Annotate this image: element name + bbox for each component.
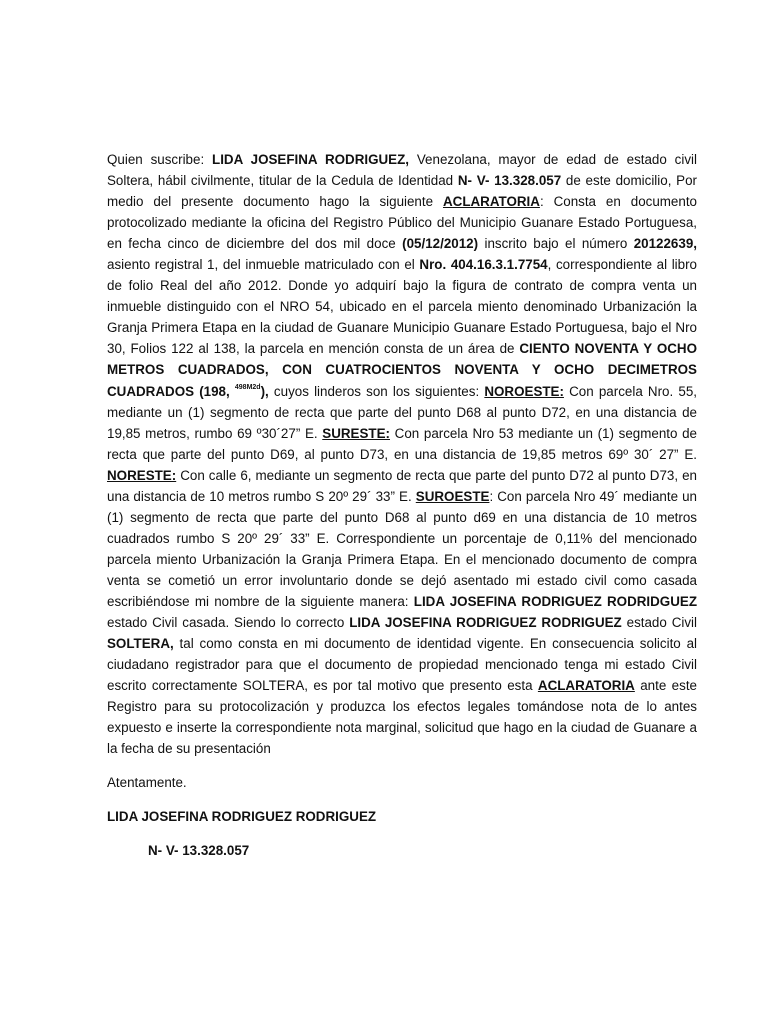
boundary-suroeste: SUROESTE [415, 488, 490, 504]
aclaratoria-heading: ACLARATORIA [442, 194, 540, 210]
property-number: Nro. 404.16.3.1.7754 [419, 257, 548, 273]
body-text: : Con parcela Nro 49´ mediante un (1) segmento de recta que parte del punto D68 al punto d69 en una distancia de 10 metros cuadrados rumbo S 20º 29´ 33” E. Correspondiente un porcentaje de 0,11% del mencionado parcela miento Urbanización la Granja Primera Etapa. En el mencionado documento de compra venta se cometió un error involuntario donde se dejó asentado mi estado civil como casada escribiéndose mi nombre de la siguiente manera: [107, 488, 698, 609]
body-text: Con calle 6, mediante un segmento de recta que parte del punto D72 al punto D73, en una distancia de 10 metros rumbo S 20º 29´ 33” E. [107, 467, 697, 504]
body-text: inscrito bajo el número [478, 236, 634, 252]
area-superscript: 498M2d [234, 383, 261, 391]
body-paragraph [107, 149, 697, 759]
body-text: , correspondiente al libro de folio Real del año 2012. Donde yo adquirí bajo la figura de contrato de compra venta un inmueble distinguido con el NRO 54, ubicado en el parcela miento denominado Urbanización la Granja Primera Etapa en la ciudad de Guanare Municipio Guanare Estado Portuguesa, bajo el Nro 30, Folios 122 al 138, la parcela en mención consta de un área de [107, 257, 697, 357]
body-text: : Consta en documento protocolizado mediante la oficina del Registro Público del Municipio Guanare Estado Portuguesa, en fecha cinco de diciembre del dos mil doce [107, 194, 697, 252]
body-text: estado Civil casada. Siendo lo correcto [107, 615, 350, 631]
boundary-noreste: NORESTE: [107, 467, 177, 483]
body-text: estado Civil [621, 615, 697, 631]
correct-name: LIDA JOSEFINA RODRIGUEZ RODRIGUEZ [349, 615, 622, 631]
aclaratoria-heading: ACLARATORIA [537, 678, 635, 694]
incorrect-name: LIDA JOSEFINA RODRIGUEZ RODRIDGUEZ [413, 593, 698, 609]
body-text: cuyos linderos son los siguientes: [268, 383, 485, 399]
identity-number: N- V- 13.328.057 [457, 173, 562, 189]
body-text: Con parcela Nro. 55, mediante un (1) segmento de recta que parte del punto D68 al punto D72, en una distancia de 19,85 metros, rumbo 69 º30´27” E. [107, 383, 697, 441]
document-page [107, 149, 697, 862]
registration-number: 20122639, [633, 236, 697, 252]
body-text: de este domicilio, Por medio del presente documento hago la siguiente [107, 173, 697, 210]
area-text: CIENTO NOVENTA Y OCHO METROS CUADRADOS, CON CUATROCIENTOS NOVENTA Y OCHO DECIMETROS CUADRADOS (198, [107, 341, 697, 399]
marital-status: SOLTERA, [107, 636, 174, 652]
boundary-sureste: SURESTE: [322, 425, 390, 441]
signature-id: N- V- 13.328.057 [148, 843, 250, 859]
body-text: ante este Registro para su protocolización y produzca los efectos legales tomándose nota de lo antes expuesto e inserte la correspondiente nota marginal, solicitud que hago en la ciudad de Guanare a la fecha de su presentación [107, 678, 697, 757]
closing-text: Atentamente. [107, 775, 187, 791]
body-text: asiento registral 1, del inmueble matriculado con el [107, 257, 420, 273]
body-text: Venezolana, mayor de edad de estado civil Soltera, hábil civilmente, titular de la Cedula de Identidad [107, 152, 697, 189]
area-text-end: ), [260, 383, 269, 399]
signature-name: LIDA JOSEFINA RODRIGUEZ RODRIGUEZ [107, 809, 377, 825]
applicant-name: LIDA JOSEFINA RODRIGUEZ, [212, 152, 410, 167]
body-text: tal como consta en mi documento de identidad vigente. En consecuencia solicito al ciudadano registrador para que el documento de propiedad mencionado tenga mi estado Civil escrito correctamente SOLTERA, es por tal motivo que presento esta [107, 636, 697, 694]
registration-date: (05/12/2012) [402, 236, 479, 252]
intro-text: Quien suscribe: [107, 152, 213, 167]
body-text: Con parcela Nro 53 mediante un (1) segmento de recta que parte del punto D69, al punto D73, en una distancia de 19,85 metros 69º 30´ 27” E. [107, 425, 698, 462]
boundary-noroeste: NOROESTE: [484, 383, 564, 399]
